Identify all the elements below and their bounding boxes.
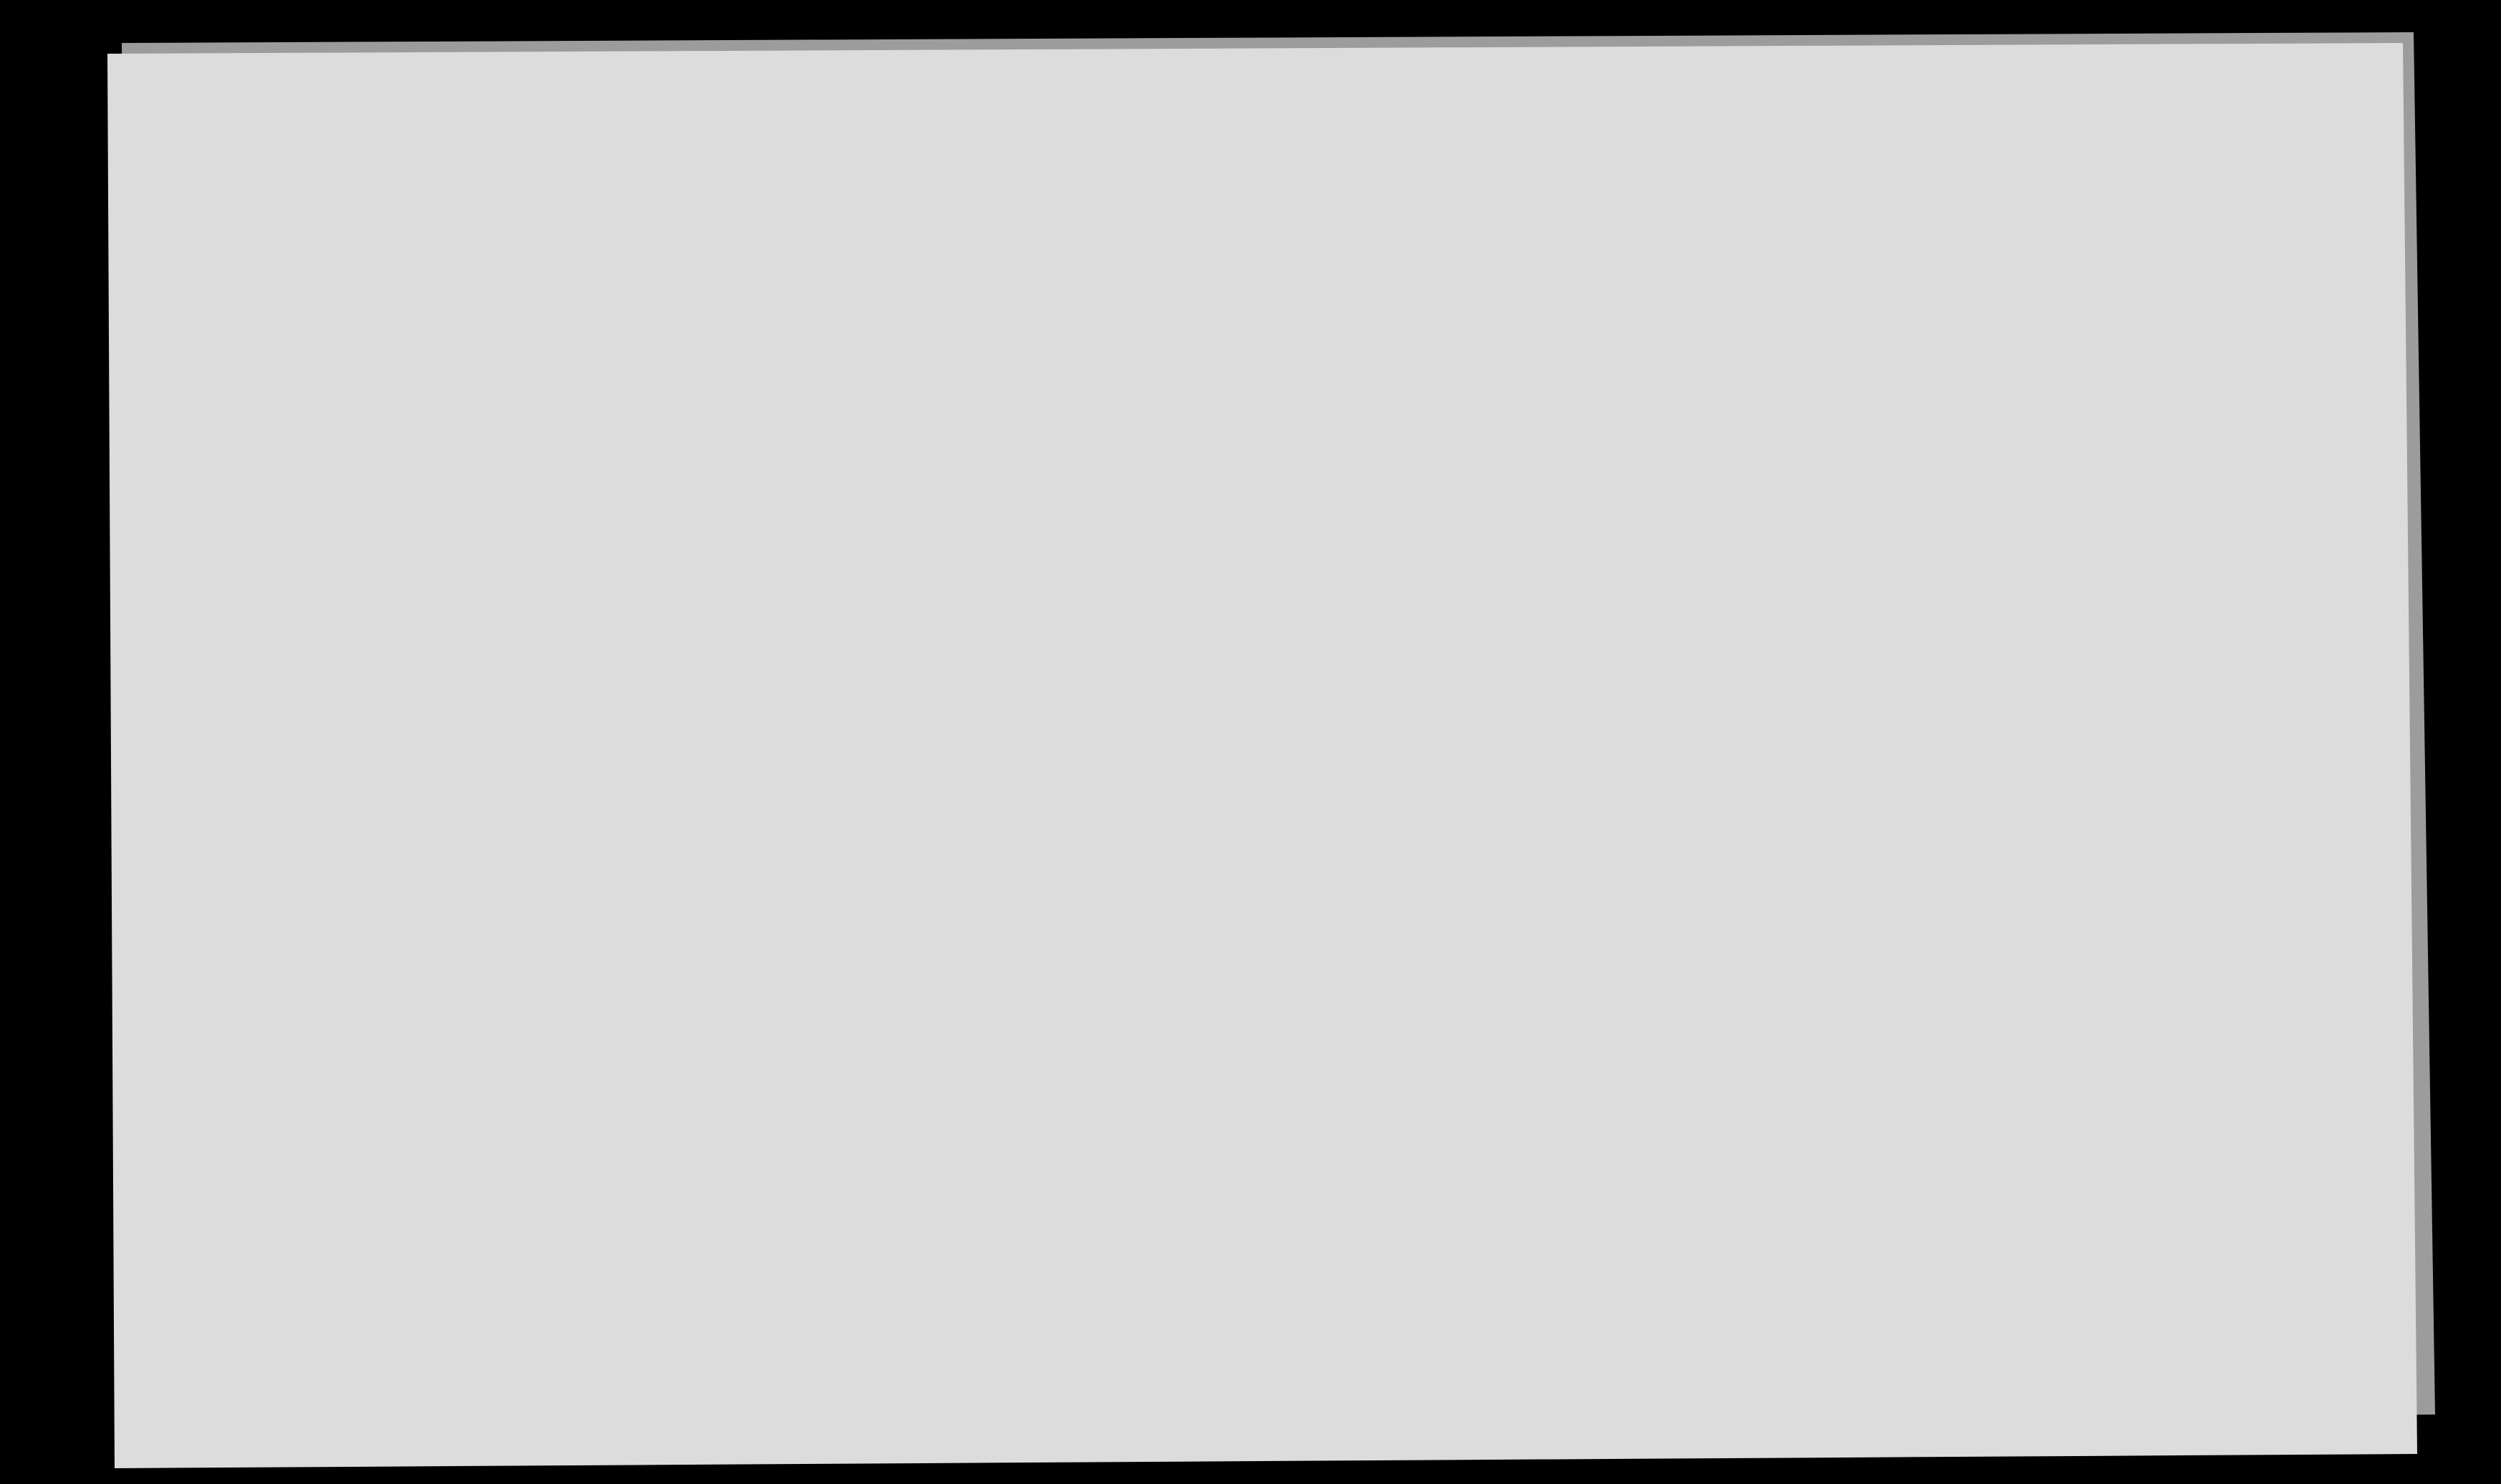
- nadel-label: [175, 1133, 218, 1255]
- women-label: [1947, 630, 1975, 759]
- population-caption: [1884, 494, 1948, 924]
- nenadel-label: [172, 1255, 222, 1369]
- hired-caption: [391, 494, 441, 924]
- men-label: [1947, 766, 1975, 910]
